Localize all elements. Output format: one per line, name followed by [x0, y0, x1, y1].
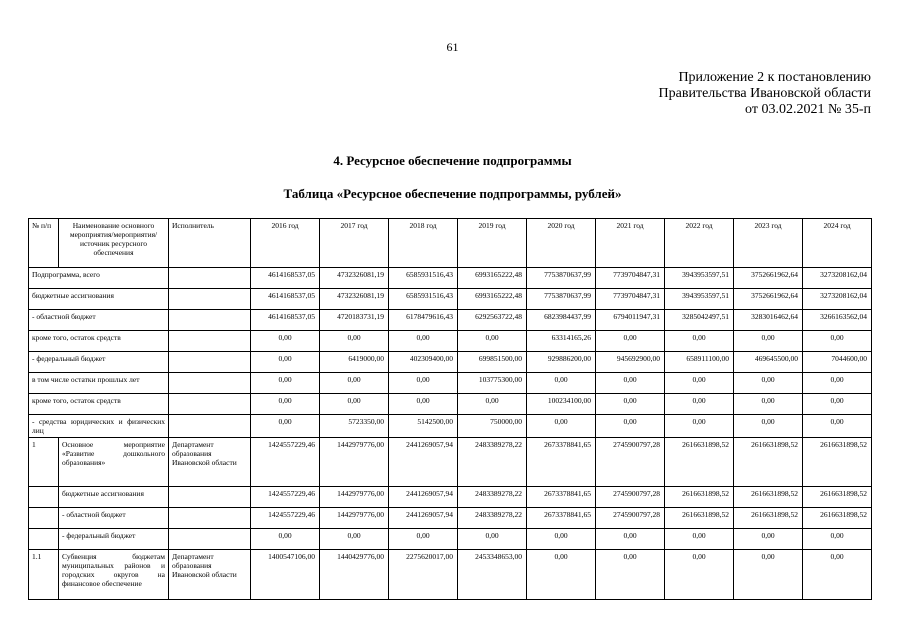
value-cell: 0,00: [596, 373, 665, 394]
value-cell: 2441269057,94: [389, 438, 458, 487]
value-cell: 1442979776,00: [320, 438, 389, 487]
value-cell: 658911100,00: [665, 352, 734, 373]
value-cell: 699851500,00: [458, 352, 527, 373]
value-cell: 2745900797,28: [596, 487, 665, 508]
value-cell: 0,00: [251, 529, 320, 550]
value-cell: 0,00: [527, 415, 596, 438]
value-cell: 0,00: [458, 394, 527, 415]
value-cell: 6823984437,99: [527, 310, 596, 331]
value-cell: 4732326081,19: [320, 268, 389, 289]
value-cell: 0,00: [665, 373, 734, 394]
value-cell: 103775300,00: [458, 373, 527, 394]
value-cell: 750000,00: [458, 415, 527, 438]
table-row: [29, 487, 872, 508]
table-row: [29, 373, 872, 394]
value-cell: 2673378841,65: [527, 508, 596, 529]
table-header-cell: 2017 год: [320, 219, 389, 268]
value-cell: 0,00: [389, 394, 458, 415]
value-cell: 2616631898,52: [665, 487, 734, 508]
row-number: [29, 529, 59, 550]
value-cell: 5142500,00: [389, 415, 458, 438]
value-cell: 0,00: [389, 529, 458, 550]
value-cell: 0,00: [596, 415, 665, 438]
value-cell: 402309400,00: [389, 352, 458, 373]
row-label: Основное мероприятие «Развитие дошкольного образования»: [59, 438, 169, 487]
row-label: - федеральный бюджет: [59, 529, 169, 550]
row-label: Субвенция бюджетам муниципальных районов и городских округов на финансовое обеспечение: [59, 550, 169, 600]
value-cell: 0,00: [665, 331, 734, 352]
value-cell: 0,00: [389, 331, 458, 352]
value-cell: 4614168537,05: [251, 310, 320, 331]
value-cell: 0,00: [803, 415, 872, 438]
table-header-cell: № п/п: [29, 219, 59, 268]
value-cell: 0,00: [734, 394, 803, 415]
value-cell: 6585931516,43: [389, 268, 458, 289]
table-header-cell: 2024 год: [803, 219, 872, 268]
value-cell: 0,00: [665, 550, 734, 600]
value-cell: 2483389278,22: [458, 508, 527, 529]
row-number: 1.1: [29, 550, 59, 600]
table-row: [29, 268, 872, 289]
appendix-line-2: Правительства Ивановской области: [658, 86, 871, 101]
value-cell: 3283016462,64: [734, 310, 803, 331]
value-cell: 5723350,00: [320, 415, 389, 438]
value-cell: 2616631898,52: [734, 438, 803, 487]
table-row: [29, 352, 872, 373]
table-header-row: [29, 219, 872, 268]
value-cell: 6794011947,31: [596, 310, 665, 331]
value-cell: 2483389278,22: [458, 438, 527, 487]
value-cell: 0,00: [251, 352, 320, 373]
table-header-cell: 2016 год: [251, 219, 320, 268]
value-cell: 3285042497,51: [665, 310, 734, 331]
value-cell: 2616631898,52: [803, 487, 872, 508]
value-cell: 6993165222,48: [458, 268, 527, 289]
row-label: кроме того, остаток средств: [29, 394, 169, 415]
value-cell: 0,00: [665, 394, 734, 415]
page-number: 61: [446, 40, 459, 54]
table-row: [29, 331, 872, 352]
value-cell: 0,00: [665, 415, 734, 438]
value-cell: 0,00: [527, 550, 596, 600]
value-cell: 0,00: [803, 550, 872, 600]
row-label: Подпрограмма, всего: [29, 268, 169, 289]
value-cell: 3273208162,04: [803, 289, 872, 310]
value-cell: 1424557229,46: [251, 487, 320, 508]
value-cell: 0,00: [320, 529, 389, 550]
value-cell: 1400547106,00: [251, 550, 320, 600]
row-label: - средства юридических и физических лиц: [29, 415, 169, 438]
table-row: [29, 438, 872, 487]
row-label: в том числе остатки прошлых лет: [29, 373, 169, 394]
value-cell: 2483389278,22: [458, 487, 527, 508]
value-cell: 0,00: [527, 529, 596, 550]
value-cell: 0,00: [803, 373, 872, 394]
value-cell: 2616631898,52: [665, 438, 734, 487]
value-cell: 2616631898,52: [803, 438, 872, 487]
table-row: [29, 529, 872, 550]
row-executor: [169, 310, 251, 331]
value-cell: 2275620017,00: [389, 550, 458, 600]
value-cell: 0,00: [458, 331, 527, 352]
table-header-cell: 2021 год: [596, 219, 665, 268]
value-cell: 1442979776,00: [320, 487, 389, 508]
value-cell: 0,00: [527, 373, 596, 394]
table-header-cell: 2023 год: [734, 219, 803, 268]
table-row: [29, 289, 872, 310]
value-cell: 0,00: [596, 331, 665, 352]
table-header-cell: 2019 год: [458, 219, 527, 268]
value-cell: 100234100,00: [527, 394, 596, 415]
value-cell: 7753870637,99: [527, 289, 596, 310]
value-cell: 4720183731,19: [320, 310, 389, 331]
value-cell: 1440429776,00: [320, 550, 389, 600]
value-cell: 2616631898,52: [665, 508, 734, 529]
value-cell: 2453348653,00: [458, 550, 527, 600]
appendix-line-3: от 03.02.2021 № 35-п: [745, 102, 871, 117]
row-executor: [169, 373, 251, 394]
row-executor: Департамент образования Ивановской области: [169, 550, 251, 600]
value-cell: 2745900797,28: [596, 508, 665, 529]
value-cell: 2673378841,65: [527, 438, 596, 487]
value-cell: 0,00: [596, 550, 665, 600]
value-cell: 0,00: [251, 373, 320, 394]
value-cell: 2441269057,94: [389, 487, 458, 508]
value-cell: 929886200,00: [527, 352, 596, 373]
table-row: [29, 310, 872, 331]
row-label: - областной бюджет: [29, 310, 169, 331]
row-label: бюджетные ассигнования: [29, 289, 169, 310]
value-cell: 6585931516,43: [389, 289, 458, 310]
row-executor: [169, 289, 251, 310]
row-number: 1: [29, 438, 59, 487]
table-header-cell: 2020 год: [527, 219, 596, 268]
table-header-cell: Исполнитель: [169, 219, 251, 268]
value-cell: 0,00: [320, 373, 389, 394]
value-cell: 945692900,00: [596, 352, 665, 373]
value-cell: 0,00: [596, 394, 665, 415]
table-header-cell: 2018 год: [389, 219, 458, 268]
row-label: кроме того, остаток средств: [29, 331, 169, 352]
value-cell: 0,00: [320, 331, 389, 352]
row-executor: [169, 529, 251, 550]
appendix-note: [659, 70, 871, 118]
value-cell: 6292563722,48: [458, 310, 527, 331]
value-cell: 2745900797,28: [596, 438, 665, 487]
row-label: - областной бюджет: [59, 508, 169, 529]
table-row: [29, 415, 872, 438]
value-cell: 1424557229,46: [251, 508, 320, 529]
row-executor: [169, 415, 251, 438]
row-executor: [169, 508, 251, 529]
value-cell: 0,00: [665, 529, 734, 550]
value-cell: 469645500,00: [734, 352, 803, 373]
value-cell: 0,00: [251, 394, 320, 415]
value-cell: 7739704847,31: [596, 289, 665, 310]
value-cell: 2616631898,52: [734, 487, 803, 508]
value-cell: 3943953597,51: [665, 268, 734, 289]
value-cell: 0,00: [803, 394, 872, 415]
value-cell: 0,00: [734, 529, 803, 550]
value-cell: 0,00: [320, 394, 389, 415]
value-cell: 0,00: [734, 331, 803, 352]
value-cell: 4732326081,19: [320, 289, 389, 310]
value-cell: 4614168537,05: [251, 289, 320, 310]
value-cell: 2673378841,65: [527, 487, 596, 508]
value-cell: 7753870637,99: [527, 268, 596, 289]
value-cell: 0,00: [803, 529, 872, 550]
row-number: [29, 487, 59, 508]
table-row: [29, 508, 872, 529]
value-cell: 0,00: [251, 415, 320, 438]
section-title: 4. Ресурсное обеспечение подпрограммы: [333, 153, 572, 168]
value-cell: 3266163562,04: [803, 310, 872, 331]
value-cell: 4614168537,05: [251, 268, 320, 289]
value-cell: 0,00: [251, 331, 320, 352]
row-executor: [169, 268, 251, 289]
value-cell: 3752661962,64: [734, 268, 803, 289]
value-cell: 1424557229,46: [251, 438, 320, 487]
row-label: бюджетные ассигнования: [59, 487, 169, 508]
value-cell: 0,00: [596, 529, 665, 550]
row-executor: [169, 352, 251, 373]
row-number: [29, 508, 59, 529]
value-cell: 0,00: [389, 373, 458, 394]
table-header-cell: 2022 год: [665, 219, 734, 268]
row-executor: [169, 487, 251, 508]
value-cell: 2616631898,52: [734, 508, 803, 529]
value-cell: 2616631898,52: [803, 508, 872, 529]
value-cell: 0,00: [458, 529, 527, 550]
row-executor: Департамент образования Ивановской области: [169, 438, 251, 487]
value-cell: 63314165,26: [527, 331, 596, 352]
value-cell: 6178479616,43: [389, 310, 458, 331]
value-cell: 0,00: [734, 373, 803, 394]
table-row: [29, 550, 872, 600]
value-cell: 3273208162,04: [803, 268, 872, 289]
value-cell: 6993165222,48: [458, 289, 527, 310]
value-cell: 0,00: [734, 415, 803, 438]
value-cell: 1442979776,00: [320, 508, 389, 529]
value-cell: 3752661962,64: [734, 289, 803, 310]
value-cell: 2441269057,94: [389, 508, 458, 529]
table-title: Таблица «Ресурсное обеспечение подпрограммы, рублей»: [283, 186, 622, 201]
value-cell: 3943953597,51: [665, 289, 734, 310]
value-cell: 0,00: [803, 331, 872, 352]
row-executor: [169, 331, 251, 352]
table-header-cell: Наименование основного мероприятия/мероприятия/ источник ресурсного обеспечения: [59, 219, 169, 268]
value-cell: 7044600,00: [803, 352, 872, 373]
value-cell: 7739704847,31: [596, 268, 665, 289]
appendix-line-1: Приложение 2 к постановлению: [678, 70, 871, 85]
value-cell: 6419000,00: [320, 352, 389, 373]
resource-table: [28, 218, 872, 600]
row-executor: [169, 394, 251, 415]
value-cell: 0,00: [734, 550, 803, 600]
table-row: [29, 394, 872, 415]
row-label: - федеральный бюджет: [29, 352, 169, 373]
